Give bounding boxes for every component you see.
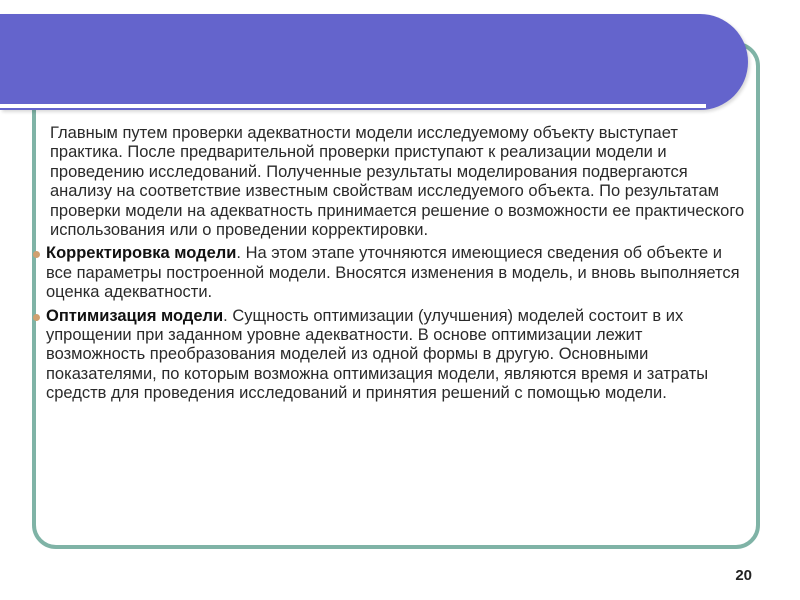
header-divider [0,104,706,108]
bullet-item-correction [30,244,746,302]
bullet-text: . Сущность оптимизации (улучшения) моделей состоит в их упрощении при заданном уровне адекватности. В основе оптимизации лежит возможность преобразования моделей из одной формы в другую. Основными показателями, по которым возможна оптимизация модели, являются время и затраты средств для проведения исследований и принятия решений с помощью модели. [46,306,709,403]
page-number: 20 [735,567,752,584]
bullet-icon [33,251,40,258]
header-bar [0,14,748,110]
slide-body [30,124,746,408]
bullet-icon [33,314,40,321]
bullet-text: . На этом этапе уточняются имеющиеся сведения об объекте и все параметры построенной модели. Вносятся изменения в модель, и вновь выполняется оценка адекватности. [46,244,740,302]
bullet-item-optimization [30,307,746,404]
bullet-term: Оптимизация модели [46,306,224,325]
bullet-term: Корректировка модели [46,244,237,263]
lead-paragraph: Главным путем проверки адекватности модели исследуемому объекту выступает практика. После предварительной проверки приступают к реализации модели и проведению исследований. Полученные результаты моделирования подвергаются анализу на соответствие известным свойствам исследуемого объекта. По результатам проверки модели на адекватность принимается решение о возможности ее практического использования или о проведении корректировки. [50,124,745,240]
